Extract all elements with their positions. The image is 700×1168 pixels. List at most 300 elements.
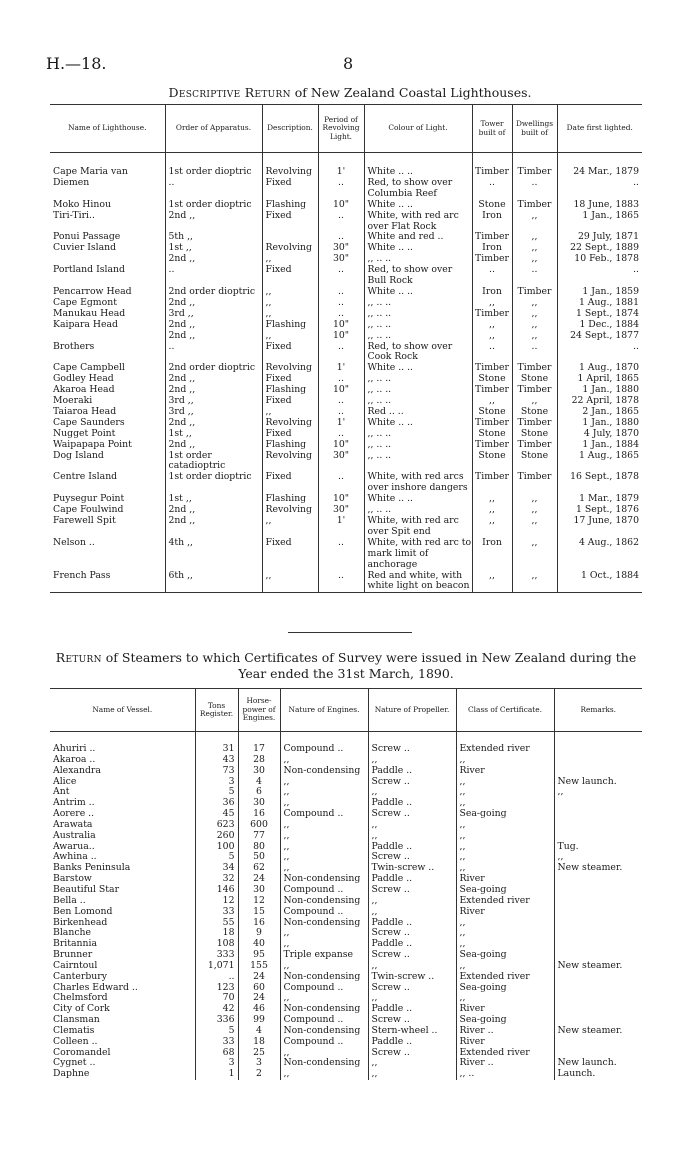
- colour-of-light: White .. ..: [364, 200, 472, 211]
- colour-of-light: ,, .. ..: [364, 298, 472, 309]
- colour-of-light: White, with red arcs over inshore dangers: [364, 472, 472, 494]
- horse-power: 60: [238, 983, 280, 994]
- col-header: Date first lighted.: [557, 105, 642, 153]
- nature-of-propeller: Twin-screw ..: [368, 863, 456, 874]
- lighthouse-name: Brothers: [53, 341, 95, 352]
- date-first-lighted: 16 Sept., 1878: [557, 472, 642, 494]
- nature-of-propeller: ,,: [368, 755, 456, 766]
- period: ..: [318, 429, 364, 440]
- period: ..: [318, 342, 364, 364]
- date-first-lighted: 2 Jan., 1865: [557, 407, 642, 418]
- period: ..: [318, 472, 364, 494]
- horse-power: 95: [238, 950, 280, 961]
- colour-of-light: Red and white, with white light on beacon: [364, 571, 472, 593]
- nature-of-engines: Compound ..: [280, 1015, 368, 1026]
- tower-material: Stone: [472, 429, 512, 440]
- steamers-header-row: [50, 689, 642, 732]
- lighthouse-row: [50, 287, 642, 298]
- remarks: New steamer.: [554, 863, 642, 874]
- tons-register: 55: [195, 918, 238, 929]
- nature-of-propeller: Paddle ..: [368, 1004, 456, 1015]
- col-header: Nature of Engines.: [280, 689, 368, 732]
- nature-of-propeller: ,,: [368, 961, 456, 972]
- dwellings-material: Timber: [512, 472, 557, 494]
- remarks: [554, 798, 642, 809]
- nature-of-engines: ,,: [280, 863, 368, 874]
- tower-material: Timber: [472, 472, 512, 494]
- description: Flashing ,,: [262, 320, 318, 342]
- steamer-row: [50, 993, 642, 1004]
- steamer-row: [50, 885, 642, 896]
- steamer-row: [50, 1004, 642, 1015]
- col-header: Remarks.: [554, 689, 642, 732]
- col-header: Class of Certificate.: [456, 689, 554, 732]
- description: Flashing: [262, 200, 318, 211]
- tons-register: 3: [195, 1058, 238, 1069]
- steamers-title: [50, 650, 642, 682]
- nature-of-propeller: Paddle ..: [368, 874, 456, 885]
- remarks: [554, 744, 642, 755]
- lighthouse-name: Portland Island: [53, 265, 125, 276]
- date-first-lighted: 1 Jan., 1859: [557, 287, 642, 298]
- description: Fixed: [262, 396, 318, 407]
- steamer-row: [50, 874, 642, 885]
- tower-material: ,,: [472, 516, 512, 538]
- date-first-lighted: 22 April, 1878: [557, 396, 642, 407]
- remarks: New steamer.: [554, 961, 642, 972]
- horse-power: 4: [238, 1026, 280, 1037]
- class-of-certificate: River ..: [456, 1058, 554, 1069]
- order-of-apparatus: 2nd ,,: [165, 211, 262, 233]
- remarks: ,,: [554, 852, 642, 863]
- period: ..: [318, 287, 364, 298]
- nature-of-engines: ,,: [280, 820, 368, 831]
- colour-of-light: Red, to show over Cook Rock: [364, 342, 472, 364]
- tower-material: Iron: [472, 287, 512, 298]
- colour-of-light: White .. .. Red, to show over Columbia Reef: [364, 167, 472, 200]
- order-of-apparatus: 1st order catadioptric: [165, 451, 262, 473]
- order-of-apparatus: 2nd order dioptric: [165, 287, 262, 298]
- order-of-apparatus: 1st order dioptric ..: [165, 167, 262, 200]
- tons-register: 5: [195, 1026, 238, 1037]
- order-of-apparatus: ..: [165, 342, 262, 364]
- tons-register: 31: [195, 744, 238, 755]
- description: ,,: [262, 287, 318, 298]
- lighthouse-name: Farewell Spit: [53, 516, 116, 526]
- tower-material: Iron Timber: [472, 243, 512, 265]
- class-of-certificate: Extended river: [456, 744, 554, 755]
- horse-power: 16: [238, 918, 280, 929]
- vessel-name: Awarua..: [53, 841, 95, 852]
- period: ..: [318, 265, 364, 287]
- section-divider: [288, 632, 412, 633]
- steamer-row: [50, 972, 642, 983]
- nature-of-propeller: Screw ..: [368, 1048, 456, 1059]
- horse-power: 2: [238, 1069, 280, 1080]
- horse-power: 17: [238, 744, 280, 755]
- class-of-certificate: ,,: [456, 798, 554, 809]
- period: ..: [318, 374, 364, 385]
- date-first-lighted: 18 June, 1883: [557, 200, 642, 211]
- horse-power: 30: [238, 885, 280, 896]
- nature-of-engines: Non-condensing: [280, 972, 368, 983]
- date-first-lighted: 1 Dec., 1884 24 Sept., 1877: [557, 320, 642, 342]
- dwellings-material: ,,: [512, 211, 557, 233]
- tower-material: Stone: [472, 451, 512, 473]
- horse-power: 30: [238, 766, 280, 777]
- nature-of-propeller: Screw ..: [368, 885, 456, 896]
- lighthouse-name: Nugget Point: [53, 428, 116, 439]
- description: ,,: [262, 309, 318, 320]
- steamer-row: [50, 766, 642, 777]
- horse-power: 30: [238, 798, 280, 809]
- vessel-name: Birkenhead: [53, 917, 108, 928]
- order-of-apparatus: 1st ,, 2nd ,,: [165, 243, 262, 265]
- period: ..: [318, 232, 364, 243]
- lighthouse-name: Ponui Passage: [53, 232, 121, 243]
- steamers-title-line2: Year ended the 31st March, 1890.: [238, 666, 454, 681]
- steamer-row: [50, 798, 642, 809]
- nature-of-propeller: ,,: [368, 907, 456, 918]
- horse-power: 6: [238, 787, 280, 798]
- nature-of-engines: Non-condensing: [280, 1026, 368, 1037]
- lighthouse-name: Taiaroa Head: [53, 406, 117, 417]
- dwellings-material: Timber: [512, 363, 557, 374]
- lighthouse-row: [50, 232, 642, 243]
- tower-material: ,,: [472, 494, 512, 505]
- tower-material: Timber: [472, 363, 512, 374]
- order-of-apparatus: 2nd ,,: [165, 516, 262, 538]
- date-first-lighted: 1 Sept., 1876: [557, 505, 642, 516]
- vessel-name: Australia: [53, 830, 96, 841]
- dwellings-material: ,,: [512, 396, 557, 407]
- class-of-certificate: ,,: [456, 918, 554, 929]
- nature-of-propeller: ,,: [368, 1069, 456, 1080]
- lighthouse-row: [50, 472, 642, 494]
- steamer-row: [50, 961, 642, 972]
- remarks: [554, 972, 642, 983]
- lighthouse-row: [50, 494, 642, 505]
- spacer-row: [50, 153, 642, 168]
- vessel-name: Banks Peninsula: [53, 863, 131, 874]
- date-first-lighted: 1 Jan., 1865: [557, 211, 642, 233]
- lighthouse-name: Cuvier Island: [53, 243, 117, 254]
- dwellings-material: Timber: [512, 440, 557, 451]
- tons-register: 33: [195, 907, 238, 918]
- description: Fixed: [262, 429, 318, 440]
- description: Revolving: [262, 418, 318, 429]
- lighthouse-name: Moko Hinou: [53, 199, 111, 210]
- class-of-certificate: Sea-going: [456, 1015, 554, 1026]
- lighthouse-row: [50, 538, 642, 571]
- description: Revolving: [262, 451, 318, 473]
- horse-power: 28: [238, 755, 280, 766]
- nature-of-engines: ,,: [280, 939, 368, 950]
- class-of-certificate: ,,: [456, 842, 554, 853]
- dwellings-material: ,, ,,: [512, 320, 557, 342]
- remarks: [554, 809, 642, 820]
- date-first-lighted: 17 June, 1870: [557, 516, 642, 538]
- tons-register: 70: [195, 993, 238, 1004]
- steamer-row: [50, 983, 642, 994]
- lighthouses-table: [50, 104, 642, 593]
- class-of-certificate: ,,: [456, 755, 554, 766]
- colour-of-light: ,, .. ..: [364, 440, 472, 451]
- tons-register: 18: [195, 928, 238, 939]
- date-first-lighted: 1 Jan., 1884: [557, 440, 642, 451]
- dwellings-material: Stone: [512, 451, 557, 473]
- class-of-certificate: Sea-going: [456, 983, 554, 994]
- lighthouse-row: [50, 243, 642, 265]
- tower-material: ,, ,,: [472, 320, 512, 342]
- class-of-certificate: ,,: [456, 777, 554, 788]
- steamer-row: [50, 1015, 642, 1026]
- steamer-row: [50, 907, 642, 918]
- vessel-name: Canterbury: [53, 971, 107, 982]
- order-of-apparatus: 4th ,,: [165, 538, 262, 571]
- dwellings-material: Stone: [512, 374, 557, 385]
- vessel-name: Clematis: [53, 1025, 95, 1036]
- horse-power: 15: [238, 907, 280, 918]
- steamer-row: [50, 939, 642, 950]
- nature-of-propeller: ,,: [368, 896, 456, 907]
- vessel-name: Britannia: [53, 939, 98, 950]
- vessel-name: Colleen ..: [53, 1036, 98, 1047]
- description: Revolving: [262, 505, 318, 516]
- nature-of-propeller: Screw ..: [368, 852, 456, 863]
- tons-register: 45: [195, 809, 238, 820]
- steamer-row: [50, 820, 642, 831]
- nature-of-propeller: Screw ..: [368, 744, 456, 755]
- order-of-apparatus: 3rd ,,: [165, 396, 262, 407]
- vessel-name: Arawata: [53, 819, 93, 830]
- description: ,,: [262, 571, 318, 593]
- period: ..: [318, 571, 364, 593]
- order-of-apparatus: 1st ,,: [165, 429, 262, 440]
- tower-material: Stone: [472, 407, 512, 418]
- period: 1': [318, 418, 364, 429]
- tons-register: 34: [195, 863, 238, 874]
- nature-of-propeller: Screw ..: [368, 1015, 456, 1026]
- class-of-certificate: River: [456, 1037, 554, 1048]
- steamers-body: [50, 732, 642, 1081]
- tons-register: 333: [195, 950, 238, 961]
- order-of-apparatus: 1st ,,: [165, 494, 262, 505]
- nature-of-engines: ,,: [280, 831, 368, 842]
- lighthouse-row: [50, 309, 642, 320]
- order-of-apparatus: ..: [165, 265, 262, 287]
- order-of-apparatus: 3rd ,,: [165, 309, 262, 320]
- horse-power: 46: [238, 1004, 280, 1015]
- description: Flashing: [262, 385, 318, 396]
- class-of-certificate: ,,: [456, 863, 554, 874]
- steamer-row: [50, 918, 642, 929]
- description: Fixed: [262, 342, 318, 364]
- tower-material: Timber: [472, 232, 512, 243]
- lighthouse-name: Cape Saunders: [53, 417, 125, 428]
- lighthouse-row: [50, 418, 642, 429]
- col-header: Name of Lighthouse.: [50, 105, 165, 153]
- colour-of-light: ,, .. ..: [364, 396, 472, 407]
- horse-power: 24: [238, 993, 280, 1004]
- steamer-row: [50, 777, 642, 788]
- steamer-row: [50, 1026, 642, 1037]
- nature-of-engines: ,,: [280, 1048, 368, 1059]
- date-first-lighted: 1 Mar., 1879: [557, 494, 642, 505]
- lighthouse-name: Nelson ..: [53, 537, 95, 548]
- class-of-certificate: ,,: [456, 820, 554, 831]
- remarks: [554, 896, 642, 907]
- lighthouse-name: Centre Island: [53, 472, 118, 483]
- steamers-table: [50, 688, 642, 1080]
- tons-register: 1,071: [195, 961, 238, 972]
- steamer-row: [50, 1037, 642, 1048]
- lighthouse-name: Akaroa Head: [53, 385, 115, 396]
- lighthouses-header-row: [50, 105, 642, 153]
- colour-of-light: ,, .. ..: [364, 429, 472, 440]
- lighthouse-row: [50, 200, 642, 211]
- dwellings-material: Timber: [512, 418, 557, 429]
- nature-of-engines: ,,: [280, 842, 368, 853]
- steamer-row: [50, 787, 642, 798]
- date-first-lighted: 4 Aug., 1862: [557, 538, 642, 571]
- class-of-certificate: ,, ..: [456, 1069, 554, 1080]
- vessel-name: Bella ..: [53, 895, 86, 906]
- nature-of-engines: Non-condensing: [280, 896, 368, 907]
- steamer-row: [50, 863, 642, 874]
- remarks: ,,: [554, 787, 642, 798]
- period: ..: [318, 298, 364, 309]
- period: ..: [318, 407, 364, 418]
- date-first-lighted: 1 Aug., 1881: [557, 298, 642, 309]
- nature-of-propeller: ,,: [368, 993, 456, 1004]
- lighthouse-name: Waipapapa Point: [53, 439, 132, 450]
- colour-of-light: Red .. ..: [364, 407, 472, 418]
- horse-power: 80: [238, 842, 280, 853]
- period: 10": [318, 385, 364, 396]
- col-header: Nature of Propeller.: [368, 689, 456, 732]
- lighthouse-row: [50, 451, 642, 473]
- steamer-row: [50, 1048, 642, 1059]
- tons-register: 32: [195, 874, 238, 885]
- remarks: [554, 1048, 642, 1059]
- remarks: [554, 874, 642, 885]
- nature-of-engines: Compound ..: [280, 907, 368, 918]
- steamer-row: [50, 744, 642, 755]
- description: Fixed: [262, 265, 318, 287]
- dwellings-material: ,,: [512, 494, 557, 505]
- tons-register: 123: [195, 983, 238, 994]
- description: Revolving Fixed: [262, 167, 318, 200]
- class-of-certificate: ,,: [456, 928, 554, 939]
- nature-of-propeller: Screw ..: [368, 809, 456, 820]
- description: ,,: [262, 516, 318, 538]
- colour-of-light: ,, .. ..: [364, 374, 472, 385]
- date-first-lighted: 1 Aug., 1870: [557, 363, 642, 374]
- lighthouse-row: [50, 298, 642, 309]
- nature-of-engines: Compound ..: [280, 809, 368, 820]
- lighthouses-body: [50, 153, 642, 593]
- vessel-name: Ben Lomond: [53, 906, 113, 917]
- class-of-certificate: River: [456, 874, 554, 885]
- nature-of-engines: ,,: [280, 798, 368, 809]
- remarks: New launch.: [554, 1058, 642, 1069]
- steamer-row: [50, 809, 642, 820]
- period: ..: [318, 309, 364, 320]
- tons-register: 36: [195, 798, 238, 809]
- lighthouse-row: [50, 407, 642, 418]
- nature-of-engines: ,,: [280, 777, 368, 788]
- tower-material: ,,: [472, 298, 512, 309]
- date-first-lighted: 22 Sept., 1889 10 Feb., 1878: [557, 243, 642, 265]
- col-header: Period of Revolving Light.: [318, 105, 364, 153]
- dwellings-material: Stone: [512, 429, 557, 440]
- nature-of-engines: ,,: [280, 993, 368, 1004]
- description: Revolving ,,: [262, 243, 318, 265]
- dwellings-material: ,,: [512, 232, 557, 243]
- order-of-apparatus: 2nd ,,: [165, 418, 262, 429]
- tower-material: ..: [472, 265, 512, 287]
- class-of-certificate: Sea-going: [456, 809, 554, 820]
- colour-of-light: ,, .. ..: [364, 451, 472, 473]
- horse-power: 3: [238, 1058, 280, 1069]
- lighthouse-row: [50, 440, 642, 451]
- nature-of-engines: Non-condensing: [280, 766, 368, 777]
- description: [262, 232, 318, 243]
- tower-material: Timber: [472, 418, 512, 429]
- tons-register: 100: [195, 842, 238, 853]
- nature-of-engines: ,,: [280, 961, 368, 972]
- dwellings-material: ,, ,,: [512, 243, 557, 265]
- tons-register: 260: [195, 831, 238, 842]
- lighthouse-row: [50, 516, 642, 538]
- tower-material: ,,: [472, 396, 512, 407]
- page-number: 8: [343, 54, 354, 73]
- horse-power: 77: [238, 831, 280, 842]
- date-first-lighted: 1 Sept., 1874: [557, 309, 642, 320]
- col-header: Name of Vessel.: [50, 689, 195, 732]
- lighthouse-row: [50, 342, 642, 364]
- steamer-row: [50, 1069, 642, 1080]
- remarks: [554, 950, 642, 961]
- tower-material: Stone: [472, 200, 512, 211]
- nature-of-engines: Compound ..: [280, 744, 368, 755]
- order-of-apparatus: 2nd ,, 2nd ,,: [165, 320, 262, 342]
- lighthouse-row: [50, 429, 642, 440]
- steamer-row: [50, 950, 642, 961]
- tower-material: ..: [472, 342, 512, 364]
- tower-material: Timber ..: [472, 167, 512, 200]
- class-of-certificate: Extended river: [456, 972, 554, 983]
- order-of-apparatus: 1st order dioptric: [165, 200, 262, 211]
- description: Flashing: [262, 494, 318, 505]
- colour-of-light: White, with red arc over Spit end: [364, 516, 472, 538]
- nature-of-engines: ,,: [280, 852, 368, 863]
- lighthouse-name: Dog Island: [53, 450, 104, 461]
- horse-power: 50: [238, 852, 280, 863]
- tons-register: 43: [195, 755, 238, 766]
- colour-of-light: White .. ..: [364, 363, 472, 374]
- col-header: Horse-power of Engines.: [238, 689, 280, 732]
- lighthouse-row: [50, 320, 642, 342]
- dwellings-material: Stone: [512, 407, 557, 418]
- lighthouse-name: Cape Egmont: [53, 297, 117, 308]
- tower-material: ,,: [472, 505, 512, 516]
- steamers-title-lead: Return: [55, 650, 102, 665]
- nature-of-engines: Triple expanse: [280, 950, 368, 961]
- remarks: [554, 755, 642, 766]
- dwellings-material: ,,: [512, 298, 557, 309]
